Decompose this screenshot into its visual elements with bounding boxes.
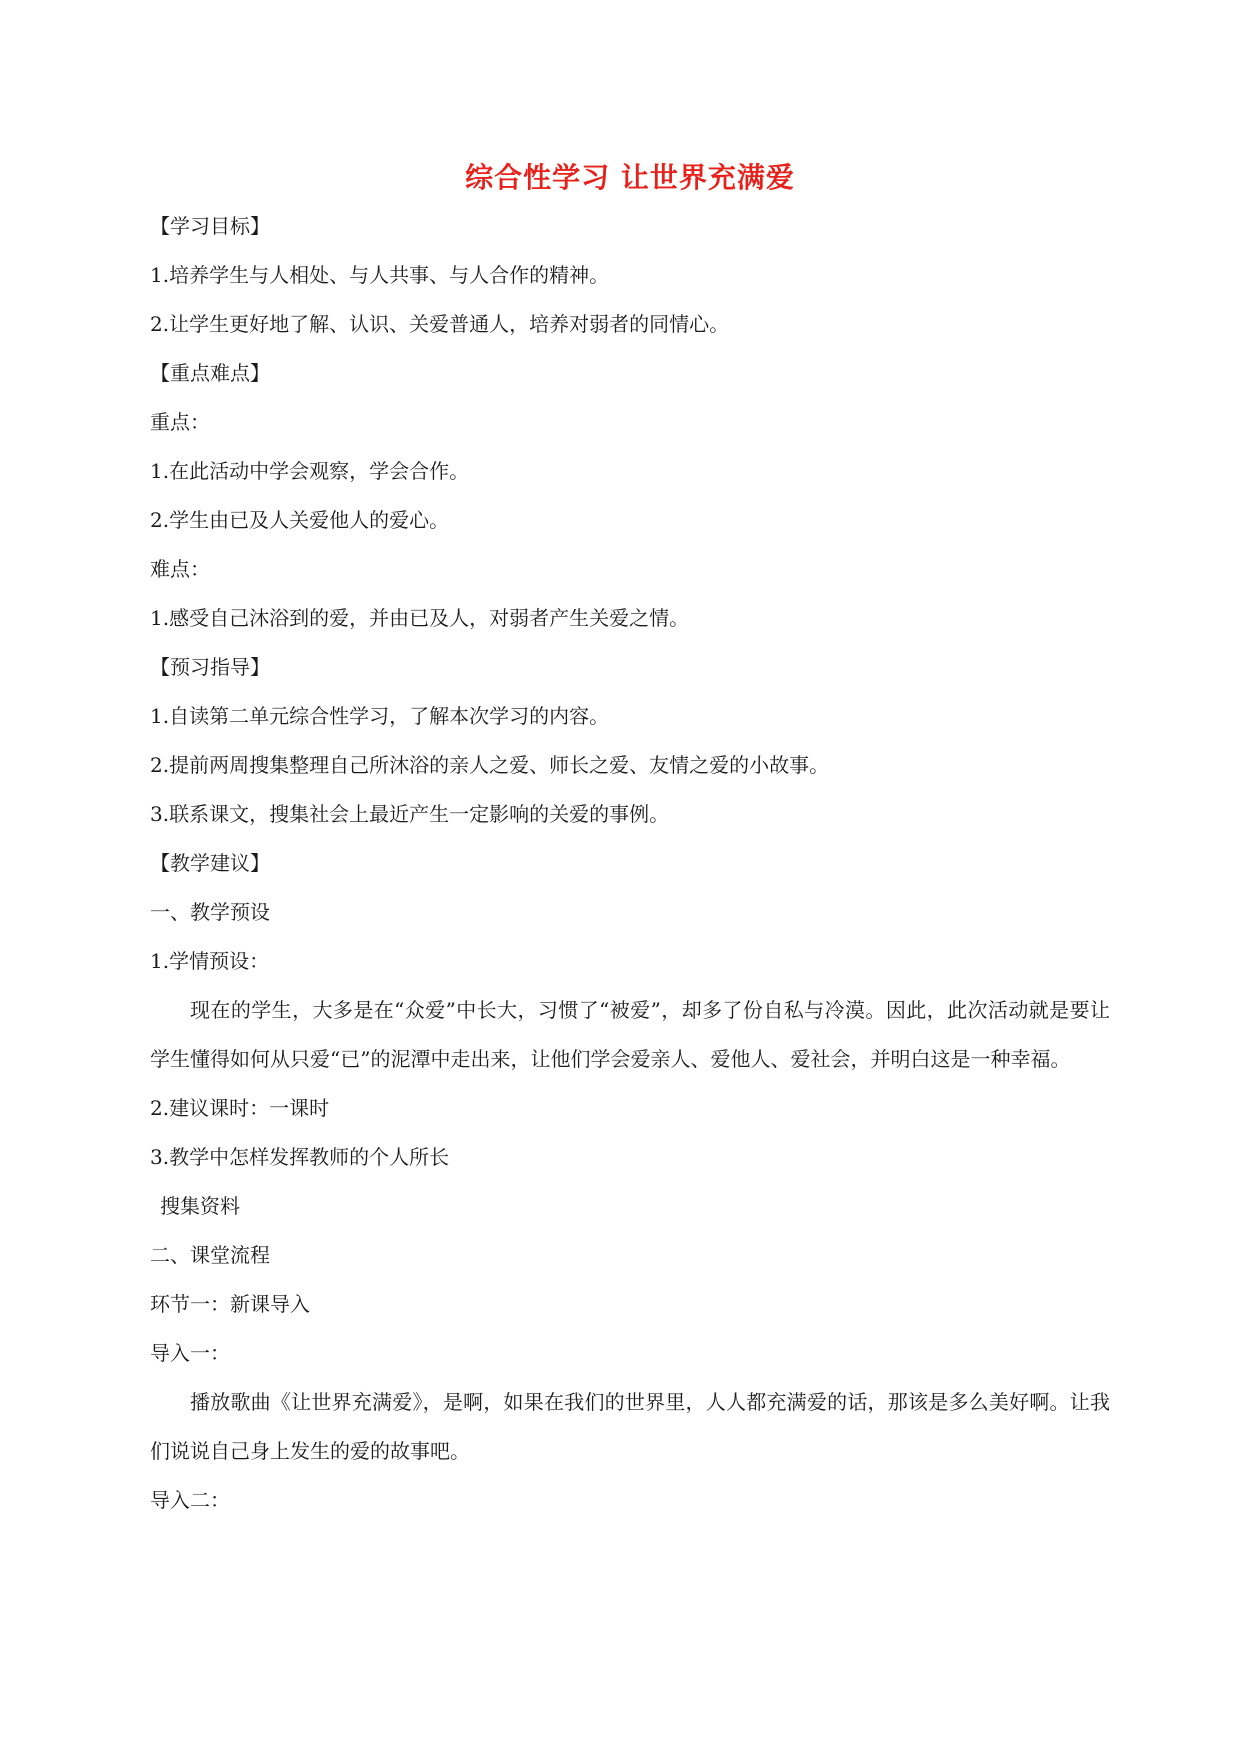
goal-item-1: 1.培养学生与人相处、与人共事、与人合作的精神。 [150,263,610,287]
section-teaching-preset: 一、教学预设 [150,900,270,924]
student-situation-paragraph: 现在的学生，大多是在“众爱”中长大，习惯了“被爱”，却多了份自私与冷漠。因此，此次活动就是要让学生懂得如何从只爱“已”的泥潭中走出来，让他们学会爱亲人、爱他人、爱社会，并明白这是一种幸福。 [150,998,1110,1071]
section-class-flow: 二、课堂流程 [150,1243,270,1267]
collect-materials: 搜集资料 [160,1194,240,1218]
preview-item-2: 2.提前两周搜集整理自己所沐浴的亲人之爱、师长之爱、友情之爱的小故事。 [150,753,830,777]
document-page [150,158,1110,1525]
heading-preview-guide: 【预习指导】 [150,655,270,679]
intro-one-paragraph: 播放歌曲《让世界充满爱》，是啊，如果在我们的世界里，人人都充满爱的话，那该是多么美好啊。让我们说说自己身上发生的爱的故事吧。 [150,1390,1110,1463]
difficulty-label: 难点： [150,557,210,581]
goal-item-2: 2.让学生更好地了解、认识、关爱普通人，培养对弱者的同情心。 [150,312,730,336]
intro-two-label: 导入二： [150,1488,230,1512]
student-situation-label: 1.学情预设： [150,949,270,973]
suggested-hours: 2.建议课时：一课时 [150,1096,330,1120]
document-title: 综合性学习 让世界充满爱 [465,161,795,194]
key-point-item-2: 2.学生由已及人关爱他人的爱心。 [150,508,450,532]
preview-item-1: 1.自读第二单元综合性学习，了解本次学习的内容。 [150,704,610,728]
heading-learning-goals: 【学习目标】 [150,214,270,238]
preview-item-3: 3.联系课文，搜集社会上最近产生一定影响的关爱的事例。 [150,802,670,826]
heading-teaching-advice: 【教学建议】 [150,851,270,875]
teacher-strengths: 3.教学中怎样发挥教师的个人所长 [150,1145,450,1169]
step-one-intro: 环节一：新课导入 [150,1292,310,1316]
key-points-label: 重点： [150,410,210,434]
key-point-item-1: 1.在此活动中学会观察，学会合作。 [150,459,470,483]
difficulty-item-1: 1.感受自己沐浴到的爱，并由已及人，对弱者产生关爱之情。 [150,606,690,630]
heading-key-points: 【重点难点】 [150,361,270,385]
intro-one-label: 导入一： [150,1341,230,1365]
